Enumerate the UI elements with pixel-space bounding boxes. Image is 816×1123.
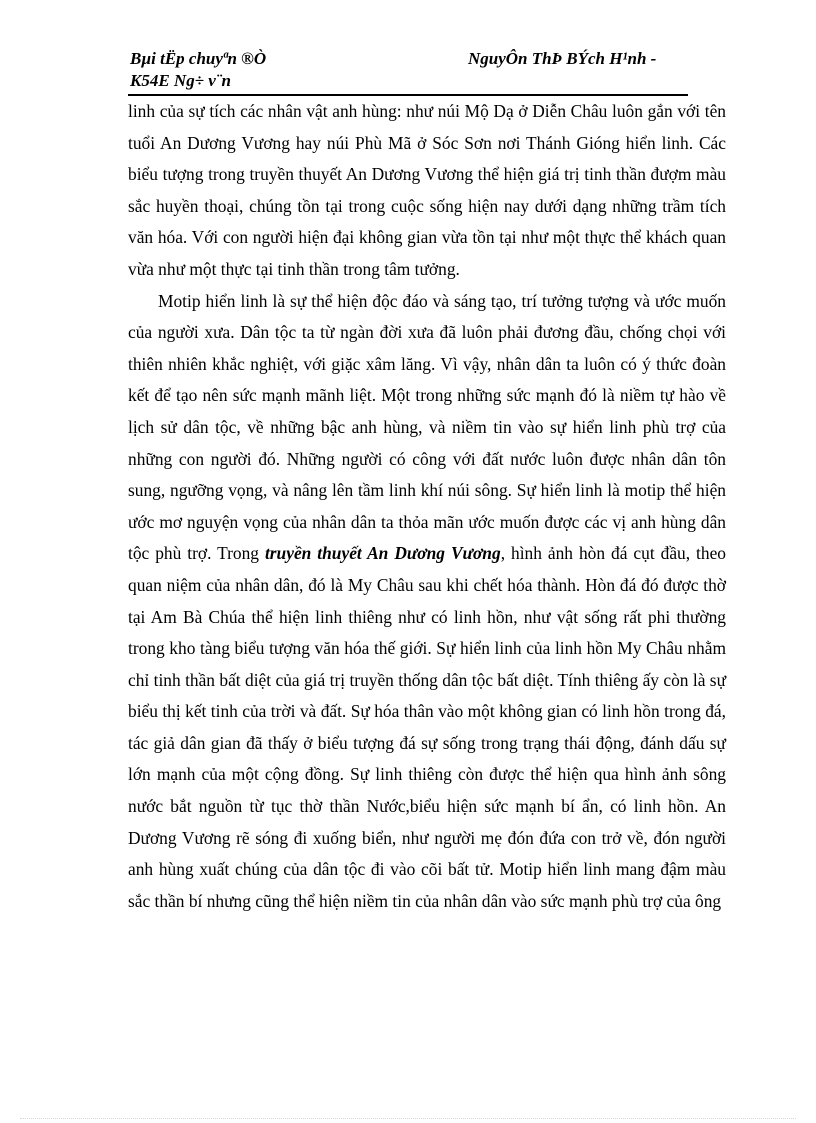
header-left-line1: Bµi tËp chuyªn ®Ò	[130, 49, 267, 68]
document-body	[128, 96, 726, 917]
header-right: NguyÔn ThÞ BÝch H¹nh -	[468, 49, 657, 68]
paragraph-1: linh của sự tích các nhân vật anh hùng: như núi Mộ Dạ ở Diễn Châu luôn gắn với tên tuổi An Dương Vương hay núi Phù Mã ở Sóc Sơn nơi Thánh Gióng hiển linh. Các biểu tượng trong truyền thuyết An Dương Vương thể hiện giá trị tinh thần đượm màu sắc huyền thoại, chúng tồn tại trong cuộc sống hiện nay dưới dạng những trầm tích văn hóa. Với con người hiện đại không gian vừa tồn tại như một thực thể khách quan vừa như một thực tại tinh thần trong tâm tưởng.	[128, 101, 726, 279]
header-left-line2: K54E Ng÷ v¨n	[130, 71, 231, 90]
page-header	[128, 48, 688, 96]
paragraph-2	[128, 286, 726, 918]
paragraph-2-emphasis: truyền thuyết An Dương Vương	[264, 543, 501, 564]
paragraph-2-before: Motip hiển linh là sự thể hiện độc đáo và sáng tạo, trí tưởng tượng và ước muốn của người xưa. Dân tộc ta từ ngàn đời xưa đã luôn phải đương đầu, chống chọi với thiên nhiên khắc nghiệt, với giặc xâm lăng. Vì vậy, nhân dân ta luôn có ý thức đoàn kết để tạo nên sức mạnh mãnh liệt. Một trong những sức mạnh đó là niềm tự hào về lịch sử dân tộc, về những bậc anh hùng, và niềm tin vào sự hiển linh phù trợ của những con người đó. Những người có công với đất nước luôn được nhân dân tôn sung, ngưỡng vọng, và nâng lên tầm linh khí núi sông. Sự hiển linh là motip thể hiện ước mơ nguyện vọng của nhân dân ta thỏa mãn ước muốn được các vị anh hùng dân tộc phù trợ. Trong	[128, 290, 726, 564]
page-bottom-divider	[20, 1118, 796, 1119]
paragraph-2-after: , hình ảnh hòn đá cụt đầu, theo quan niệm của nhân dân, đó là My Châu sau khi chết hóa thành. Hòn đá đó được thờ tại Am Bà Chúa thể hiện linh thiêng như có linh hồn, như vật sống rất phi thường trong kho tàng biểu tượng văn hóa thế giới. Sự hiển linh của linh hồn My Châu nhằm chỉ tinh thần bất diệt của giá trị truyền thống dân tộc bất diệt. Tính thiêng ấy còn là sự biểu thị kết tinh của trời và đất. Sự hóa thân vào một không gian có linh hồn trong đá, tác giả dân gian đã thấy ở biểu tượng đá sự sống trong trạng thái động, đánh dấu sự lớn mạnh của một cộng đồng. Sự linh thiêng còn được thể hiện qua hình ảnh sông nước bắt nguồn từ tục thờ thần Nước,biểu hiện sức mạnh bí ẩn, có linh hồn. An Dương Vương rẽ sóng đi xuống biển, như người mẹ đón đứa con trở về, đón người anh hùng xuất chúng của dân tộc đi vào cõi bất tử. Motip hiển linh mang đậm màu sắc thần bí nhưng cũng thể hiện niềm tin của nhân dân vào sức mạnh phù trợ của ông	[128, 543, 726, 911]
header-left	[130, 48, 266, 92]
